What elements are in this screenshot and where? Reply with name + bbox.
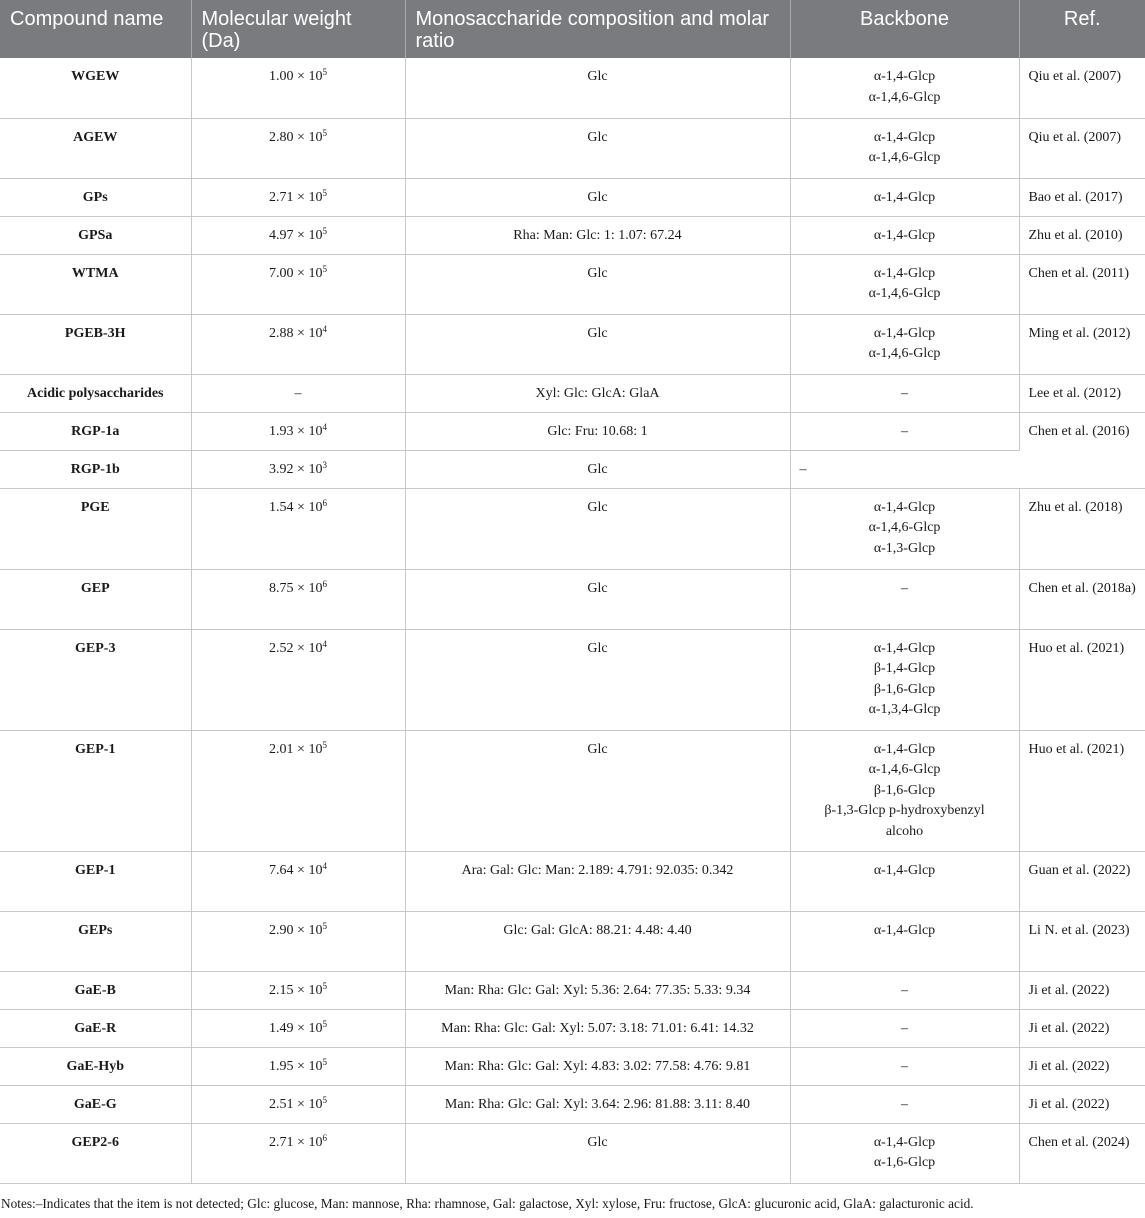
compound-name-cell: GEP	[0, 569, 191, 629]
backbone-line: –	[799, 461, 807, 477]
table-row	[0, 488, 1145, 569]
table-row	[0, 58, 1145, 118]
molecular-weight-cell	[191, 254, 405, 314]
reference-cell: Lee et al. (2012)	[1019, 374, 1145, 412]
backbone-line: α-1,4-Glcp	[873, 862, 936, 878]
backbone-line: –	[901, 1020, 908, 1036]
compound-name-cell: Acidic polysaccharides	[0, 374, 191, 412]
compound-name-cell: GaE-R	[0, 1009, 191, 1047]
molecular-weight-cell	[191, 450, 405, 488]
table-row	[0, 851, 1145, 911]
mw-exponent: 4	[322, 638, 327, 649]
table-row	[0, 1009, 1145, 1047]
monosaccharide-cell: Man: Rha: Glc: Gal: Xyl: 5.36: 2.64: 77.35: 5.33: 9.34	[405, 971, 790, 1009]
backbone-cell	[790, 569, 1019, 629]
reference-cell: Chen et al. (2011)	[1019, 254, 1145, 314]
backbone-line: α-1,4,6-Glcp	[868, 520, 941, 535]
molecular-weight-cell	[191, 1009, 405, 1047]
backbone-line: α-1,4-Glcp	[873, 741, 936, 757]
backbone-cell	[790, 488, 1019, 569]
mw-value: 2.71 × 10	[269, 189, 323, 205]
monosaccharide-cell: Glc	[405, 569, 790, 629]
backbone-line: β-1,3-Glcp p-hydroxybenzyl	[824, 803, 985, 818]
table-row	[0, 178, 1145, 216]
monosaccharide-cell: Glc	[405, 254, 790, 314]
compound-name-cell: GaE-B	[0, 971, 191, 1009]
reference-cell: Qiu et al. (2007)	[1019, 58, 1145, 118]
monosaccharide-cell: Glc	[405, 1123, 790, 1183]
monosaccharide-cell: Glc	[405, 730, 790, 851]
backbone-cell	[790, 1047, 1019, 1085]
compound-name-cell: WTMA	[0, 254, 191, 314]
mw-exponent: 6	[322, 497, 327, 508]
molecular-weight-cell	[191, 216, 405, 254]
header-row	[0, 0, 1145, 58]
backbone-cell	[790, 1009, 1019, 1047]
monosaccharide-cell: Glc	[405, 488, 790, 569]
reference-cell: Zhu et al. (2010)	[1019, 216, 1145, 254]
molecular-weight-cell	[191, 374, 405, 412]
backbone-line: α-1,3,4-Glcp	[868, 702, 941, 717]
mw-value: 2.15 × 10	[269, 982, 323, 998]
mw-value: 8.75 × 10	[269, 580, 323, 596]
molecular-weight-cell	[191, 851, 405, 911]
header-ref: Ref.	[1019, 0, 1145, 58]
mw-value: 1.95 × 10	[269, 1058, 323, 1074]
backbone-line: α-1,6-Glcp	[873, 1155, 936, 1170]
compound-name-cell: RGP-1b	[0, 450, 191, 488]
backbone-line: α-1,4,6-Glcp	[868, 286, 941, 301]
mw-value: 2.80 × 10	[269, 129, 323, 145]
table-row	[0, 1085, 1145, 1123]
mw-exponent: 4	[322, 421, 327, 432]
table-row	[0, 412, 1145, 450]
table-row	[0, 254, 1145, 314]
compound-name-cell: AGEW	[0, 118, 191, 178]
header-compound-name: Compound name	[0, 0, 191, 58]
backbone-line: –	[901, 1096, 908, 1112]
backbone-line: α-1,4,6-Glcp	[868, 762, 941, 777]
mw-value: –	[294, 385, 302, 401]
reference-cell: Ji et al. (2022)	[1019, 1085, 1145, 1123]
reference-cell: Ji et al. (2022)	[1019, 1009, 1145, 1047]
backbone-line: –	[901, 423, 908, 439]
backbone-line: α-1,4,6-Glcp	[868, 150, 941, 165]
compound-name-cell: GEP-1	[0, 730, 191, 851]
backbone-cell	[790, 730, 1019, 851]
reference-cell: Guan et al. (2022)	[1019, 851, 1145, 911]
table-row	[0, 216, 1145, 254]
mw-exponent: 5	[322, 263, 327, 274]
molecular-weight-cell	[191, 971, 405, 1009]
mw-exponent: 5	[322, 67, 327, 77]
backbone-cell	[790, 178, 1019, 216]
table-row	[0, 314, 1145, 374]
reference-cell: Ming et al. (2012)	[1019, 314, 1145, 374]
molecular-weight-cell	[191, 1123, 405, 1183]
monosaccharide-cell: Man: Rha: Glc: Gal: Xyl: 4.83: 3.02: 77.58: 4.76: 9.81	[405, 1047, 790, 1085]
monosaccharide-cell: Ara: Gal: Glc: Man: 2.189: 4.791: 92.035: 0.342	[405, 851, 790, 911]
backbone-cell	[790, 851, 1019, 911]
backbone-line: α-1,4-Glcp	[873, 640, 936, 656]
monosaccharide-cell: Glc	[405, 314, 790, 374]
molecular-weight-cell	[191, 412, 405, 450]
monosaccharide-cell: Glc	[405, 629, 790, 730]
compound-name-cell: PGEB-3H	[0, 314, 191, 374]
molecular-weight-cell	[191, 911, 405, 971]
mw-value: 1.00 × 10	[269, 69, 323, 84]
backbone-line: α-1,4-Glcp	[873, 69, 936, 84]
mw-exponent: 5	[322, 1018, 327, 1029]
mw-value: 7.00 × 10	[269, 265, 323, 281]
molecular-weight-cell	[191, 1085, 405, 1123]
backbone-line: α-1,4-Glcp	[873, 189, 936, 205]
molecular-weight-cell	[191, 730, 405, 851]
monosaccharide-cell: Glc: Fru: 10.68: 1	[405, 412, 790, 450]
backbone-line: β-1,6-Glcp	[873, 782, 936, 798]
backbone-line: –	[901, 1058, 908, 1074]
mw-exponent: 5	[322, 187, 327, 198]
backbone-line: α-1,4-Glcp	[873, 1134, 936, 1150]
table-row	[0, 1123, 1145, 1183]
backbone-line: α-1,4-Glcp	[873, 227, 936, 243]
monosaccharide-cell: Glc	[405, 58, 790, 118]
monosaccharide-cell: Rha: Man: Glc: 1: 1.07: 67.24	[405, 216, 790, 254]
mw-exponent: 5	[322, 1056, 327, 1067]
backbone-cell	[790, 118, 1019, 178]
backbone-line: β-1,6-Glcp	[873, 681, 936, 697]
table-row	[0, 374, 1145, 412]
backbone-cell	[790, 1123, 1019, 1183]
mw-exponent: 5	[322, 920, 327, 931]
mw-exponent: 5	[322, 1094, 327, 1105]
mw-exponent: 4	[322, 323, 327, 334]
backbone-line: β-1,4-Glcp	[873, 661, 936, 676]
mw-exponent: 5	[322, 739, 327, 750]
mw-value: 2.01 × 10	[269, 741, 323, 757]
mw-value: 1.54 × 10	[269, 499, 323, 515]
backbone-line: –	[901, 982, 908, 998]
compound-name-cell: PGE	[0, 488, 191, 569]
monosaccharide-cell: Man: Rha: Glc: Gal: Xyl: 5.07: 3.18: 71.01: 6.41: 14.32	[405, 1009, 790, 1047]
backbone-line: α-1,4-Glcp	[873, 922, 936, 938]
monosaccharide-cell: Glc	[405, 450, 790, 488]
reference-cell: Chen et al. (2016)	[1019, 412, 1145, 488]
reference-cell: Huo et al. (2021)	[1019, 629, 1145, 730]
mw-value: 2.51 × 10	[269, 1096, 323, 1112]
backbone-cell	[790, 374, 1019, 412]
compound-name-cell: GEP-3	[0, 629, 191, 730]
backbone-cell	[790, 314, 1019, 374]
backbone-line: α-1,4,6-Glcp	[868, 89, 941, 105]
table-row	[0, 118, 1145, 178]
mw-exponent: 6	[322, 1132, 327, 1143]
backbone-cell	[790, 412, 1019, 450]
molecular-weight-cell	[191, 629, 405, 730]
reference-cell: Huo et al. (2021)	[1019, 730, 1145, 851]
mw-exponent: 6	[322, 578, 327, 589]
compound-name-cell: GaE-G	[0, 1085, 191, 1123]
monosaccharide-cell: Glc: Gal: GlcA: 88.21: 4.48: 4.40	[405, 911, 790, 971]
monosaccharide-cell: Xyl: Glc: GlcA: GlaA	[405, 374, 790, 412]
monosaccharide-cell: Man: Rha: Glc: Gal: Xyl: 3.64: 2.96: 81.88: 3.11: 8.40	[405, 1085, 790, 1123]
backbone-line: α-1,4,6-Glcp	[868, 346, 941, 361]
table-row	[0, 450, 1145, 488]
molecular-weight-cell	[191, 488, 405, 569]
molecular-weight-cell	[191, 569, 405, 629]
reference-cell: Chen et al. (2018a)	[1019, 569, 1145, 629]
table-row	[0, 569, 1145, 629]
backbone-line: α-1,4-Glcp	[873, 129, 936, 145]
mw-value: 2.52 × 10	[269, 640, 323, 656]
compound-name-cell: RGP-1a	[0, 412, 191, 450]
backbone-line: α-1,4-Glcp	[873, 325, 936, 341]
molecular-weight-cell	[191, 314, 405, 374]
mw-value: 2.71 × 10	[269, 1134, 323, 1150]
mw-exponent: 5	[322, 980, 327, 991]
compound-name-cell: GEPs	[0, 911, 191, 971]
backbone-cell	[790, 1085, 1019, 1123]
monosaccharide-cell: Glc	[405, 118, 790, 178]
header-backbone: Backbone	[790, 0, 1019, 58]
compound-name-cell: GEP2-6	[0, 1123, 191, 1183]
backbone-cell	[790, 629, 1019, 730]
reference-cell: Ji et al. (2022)	[1019, 971, 1145, 1009]
table-row	[0, 911, 1145, 971]
mw-value: 7.64 × 10	[269, 862, 323, 878]
backbone-line: –	[901, 580, 908, 596]
reference-cell: Chen et al. (2024)	[1019, 1123, 1145, 1183]
table-row	[0, 1047, 1145, 1085]
compound-name-cell: GPs	[0, 178, 191, 216]
compound-name-cell: GPSa	[0, 216, 191, 254]
compound-name-cell: GEP-1	[0, 851, 191, 911]
backbone-line: α-1,4-Glcp	[873, 265, 936, 281]
backbone-cell	[790, 450, 1019, 488]
backbone-line: α-1,3-Glcp	[873, 540, 936, 556]
table-row	[0, 730, 1145, 851]
reference-cell: Ji et al. (2022)	[1019, 1047, 1145, 1085]
backbone-cell	[790, 254, 1019, 314]
mw-value: 2.88 × 10	[269, 325, 323, 341]
backbone-line: α-1,4-Glcp	[873, 499, 936, 515]
mw-exponent: 5	[322, 127, 327, 138]
molecular-weight-cell	[191, 58, 405, 118]
header-monosaccharide: Monosaccharide composition and molar ratio	[405, 0, 790, 58]
reference-cell: Zhu et al. (2018)	[1019, 488, 1145, 569]
backbone-line: –	[901, 385, 908, 401]
reference-cell: Bao et al. (2017)	[1019, 178, 1145, 216]
molecular-weight-cell	[191, 178, 405, 216]
backbone-line: alcoho	[885, 823, 924, 839]
mw-value: 1.93 × 10	[269, 423, 323, 439]
backbone-cell	[790, 911, 1019, 971]
molecular-weight-cell	[191, 118, 405, 178]
mw-value: 4.97 × 10	[269, 227, 323, 243]
backbone-cell	[790, 971, 1019, 1009]
mw-value: 3.92 × 10	[269, 461, 323, 477]
molecular-weight-cell	[191, 1047, 405, 1085]
reference-cell: Li N. et al. (2023)	[1019, 911, 1145, 971]
table-notes: Notes:–Indicates that the item is not detected; Glc: glucose, Man: mannose, Rha: rhamnose, Gal: galactose, Xyl: xylose, Fru: fructose, GlcA: glucuronic acid, GlaA: galacturonic acid.	[1, 1196, 974, 1211]
compound-name-cell: GaE-Hyb	[0, 1047, 191, 1085]
table-row	[0, 629, 1145, 730]
mw-value: 2.90 × 10	[269, 922, 323, 938]
table-body	[0, 58, 1145, 1183]
mw-value: 1.49 × 10	[269, 1020, 323, 1036]
backbone-cell	[790, 58, 1019, 118]
compound-name-cell: WGEW	[0, 58, 191, 118]
backbone-cell	[790, 216, 1019, 254]
mw-exponent: 5	[322, 225, 327, 236]
table-row	[0, 971, 1145, 1009]
header-molecular-weight: Molecular weight (Da)	[191, 0, 405, 58]
mw-exponent: 4	[322, 860, 327, 871]
reference-cell: Qiu et al. (2007)	[1019, 118, 1145, 178]
monosaccharide-cell: Glc	[405, 178, 790, 216]
mw-exponent: 3	[322, 459, 327, 470]
